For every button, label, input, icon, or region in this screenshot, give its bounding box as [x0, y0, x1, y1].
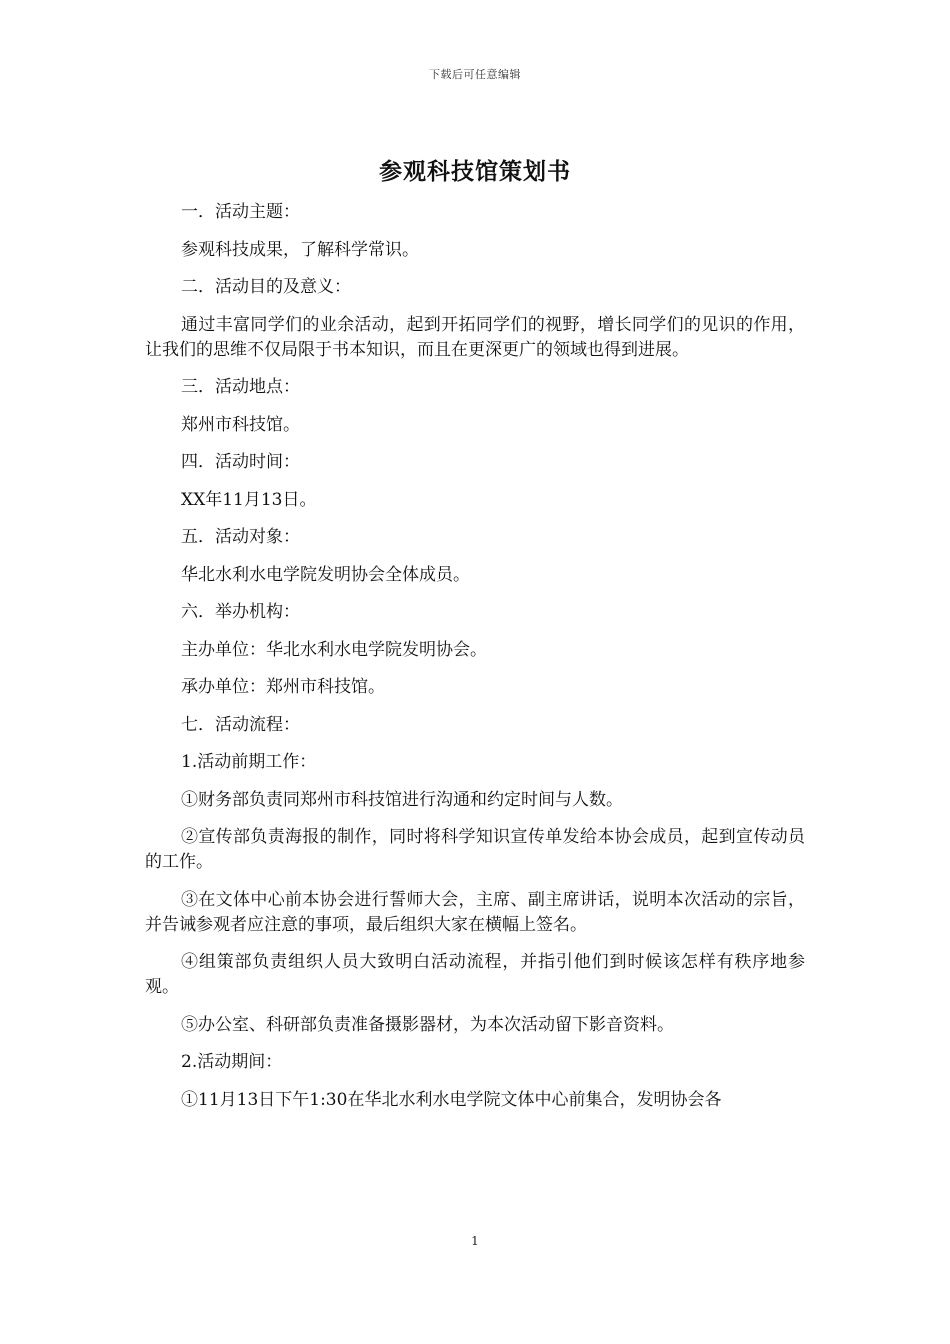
paragraph-audience: 华北水利水电学院发明协会全体成员。 — [181, 564, 470, 585]
list-item-planning: ④组策部负责组织人员大致明白活动流程，并指引他们到时候该怎样有秩序地参观。 — [145, 952, 805, 997]
page-header-note: 下载后可任意编辑 — [429, 68, 521, 81]
document-title: 参观科技馆策划书 — [379, 158, 571, 185]
paragraph-purpose: 通过丰富同学们的业余活动，起到开拓同学们的视野，增长同学们的见识的作用，让我们的思维不仅局限于书本知识，而且在更深更广的领域也得到进展。 — [145, 314, 805, 360]
section-heading-organizers: 六．举办机构： — [181, 602, 300, 622]
subheading-during-event: 2.活动期间： — [181, 1052, 283, 1072]
section-heading-time: 四．活动时间： — [181, 452, 300, 472]
list-item-publicity: ②宣传部负责海报的制作，同时将科学知识宣传单发给本协会成员，起到宣传动员的工作。 — [145, 827, 805, 872]
paragraph-host: 主办单位：华北水利水电学院发明协会。 — [181, 639, 487, 660]
paragraph-co-organizer: 承办单位：郑州市科技馆。 — [181, 677, 385, 697]
list-item-office: ⑤办公室、科研部负责准备摄影器材，为本次活动留下影音资料。 — [181, 1014, 674, 1035]
list-item-rally: ③在文体中心前本协会进行誓师大会，主席、副主席讲话，说明本次活动的宗旨，并告诫参观者应注意的事项，最后组织大家在横幅上签名。 — [145, 889, 805, 935]
section-heading-location: 三．活动地点： — [181, 377, 300, 397]
paragraph-location: 郑州市科技馆。 — [181, 414, 300, 435]
list-item-gathering: ①11月13日下午1:30在华北水利水电学院文体中心前集合，发明协会各 — [181, 1089, 722, 1110]
section-heading-theme: 一．活动主题： — [181, 202, 300, 222]
document-body — [145, 200, 805, 1125]
list-item-finance: ①财务部负责同郑州市科技馆进行沟通和约定时间与人数。 — [181, 789, 623, 810]
section-heading-audience: 五．活动对象： — [181, 527, 300, 547]
section-heading-purpose: 二．活动目的及意义： — [181, 277, 351, 297]
paragraph-time: XX年11月13日。 — [181, 489, 317, 510]
section-heading-process: 七．活动流程： — [181, 714, 300, 735]
page-number: 1 — [471, 1234, 479, 1248]
paragraph-theme: 参观科技成果，了解科学常识。 — [181, 239, 419, 260]
subheading-preparation: 1.活动前期工作： — [181, 752, 317, 772]
